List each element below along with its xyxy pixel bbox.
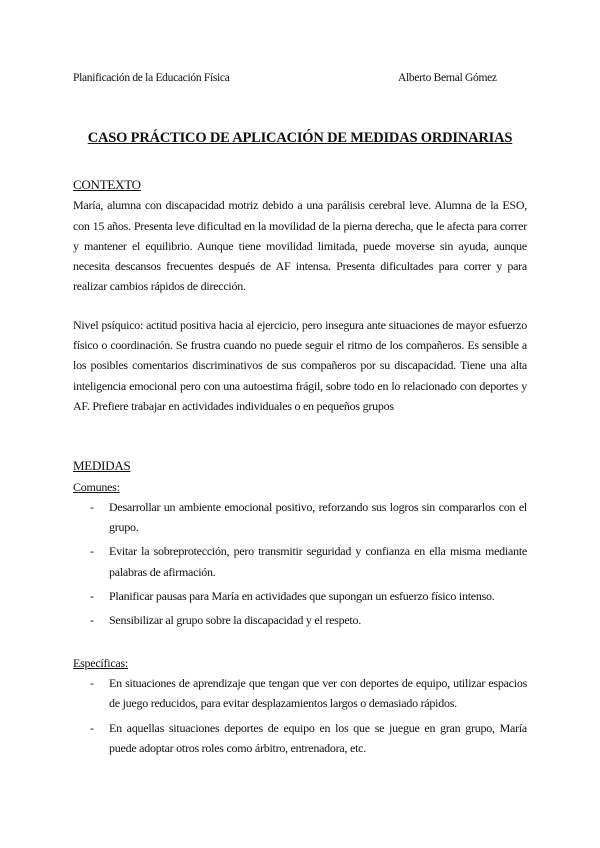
list-item (73, 673, 527, 714)
list-item (73, 541, 527, 582)
bullet-dash: - (90, 544, 94, 559)
list-item-text: Evitar la sobreprotección, pero transmitir seguridad y confianza en ella misma mediante palabras de afirmación. (109, 544, 527, 579)
header-course-title: Planificación de la Educación Física (73, 72, 230, 84)
list-item (73, 586, 527, 606)
list-item (73, 497, 527, 538)
list-item-text: Desarrollar un ambiente emocional positivo, reforzando sus logros sin compararlos con el grupo. (109, 499, 527, 535)
contexto-paragraph-2: Nivel psíquico: actitud positiva hacia al ejercicio, pero insegura ante situaciones de mayor esfuerzo físico o coordinación. Se frustra cuando no puede seguir el ritmo de los compañeros. Es sensible a los posibles comentarios discriminativos de sus compañeros por su discapacidad. Tiene una alta inteligencia emocional pero con una autoestima frágil, sobre todo en lo relacionado con deportes y AF. Prefiere trabajar en actividades individuales o en pequeños grupos (73, 317, 527, 413)
header-author: Alberto Bernal Gómez (398, 72, 497, 84)
list-item (73, 610, 527, 630)
list-item-text: Sensibilizar al grupo sobre la discapacidad y el respeto. (109, 613, 361, 628)
document-title: CASO PRÁCTICO DE APLICACIÓN DE MEDIDAS ORDINARIAS (87, 130, 513, 146)
bullet-dash: - (90, 675, 94, 690)
contexto-paragraph-1: María, alumna con discapacidad motriz debido a una parálisis cerebral leve. Alumna de la ESO, con 15 años. Presenta leve dificultad en la movilidad de la pierna derecha, que le afecta para correr y mantener el equilibrio. Aunque tiene movilidad limitada, puede moverse sin ayuda, aunque necesita descansos frecuentes después de AF intensa. Presenta dificultades para correr y para realizar cambios rápidos de dirección. (73, 198, 527, 294)
comunes-list (73, 497, 527, 631)
bullet-dash: - (90, 589, 94, 604)
section-heading-medidas: MEDIDAS (73, 458, 131, 474)
especificas-list (73, 673, 527, 758)
list-item-text: Planificar pausas para María en actividades que supongan un esfuerzo físico intenso. (109, 589, 495, 604)
document-body (73, 175, 527, 762)
list-item-text: En aquellas situaciones deportes de equipo en los que se juegue en gran grupo, María puede adoptar otros roles como árbitro, entrenadora, etc. (109, 720, 527, 755)
sub-heading-comunes: Comunes: (73, 479, 120, 494)
list-item-text: En situaciones de aprendizaje que tengan que ver con deportes de equipo, utilizar espacios de juego reducidos, para evitar desplazamientos largos o demasiado rápidos. (109, 675, 527, 711)
bullet-dash: - (90, 720, 94, 735)
sub-heading-especificas: Específicas: (73, 655, 128, 670)
section-heading-contexto: CONTEXTO (73, 177, 141, 192)
list-item (73, 718, 527, 759)
bullet-dash: - (90, 613, 94, 628)
bullet-dash: - (90, 499, 94, 514)
